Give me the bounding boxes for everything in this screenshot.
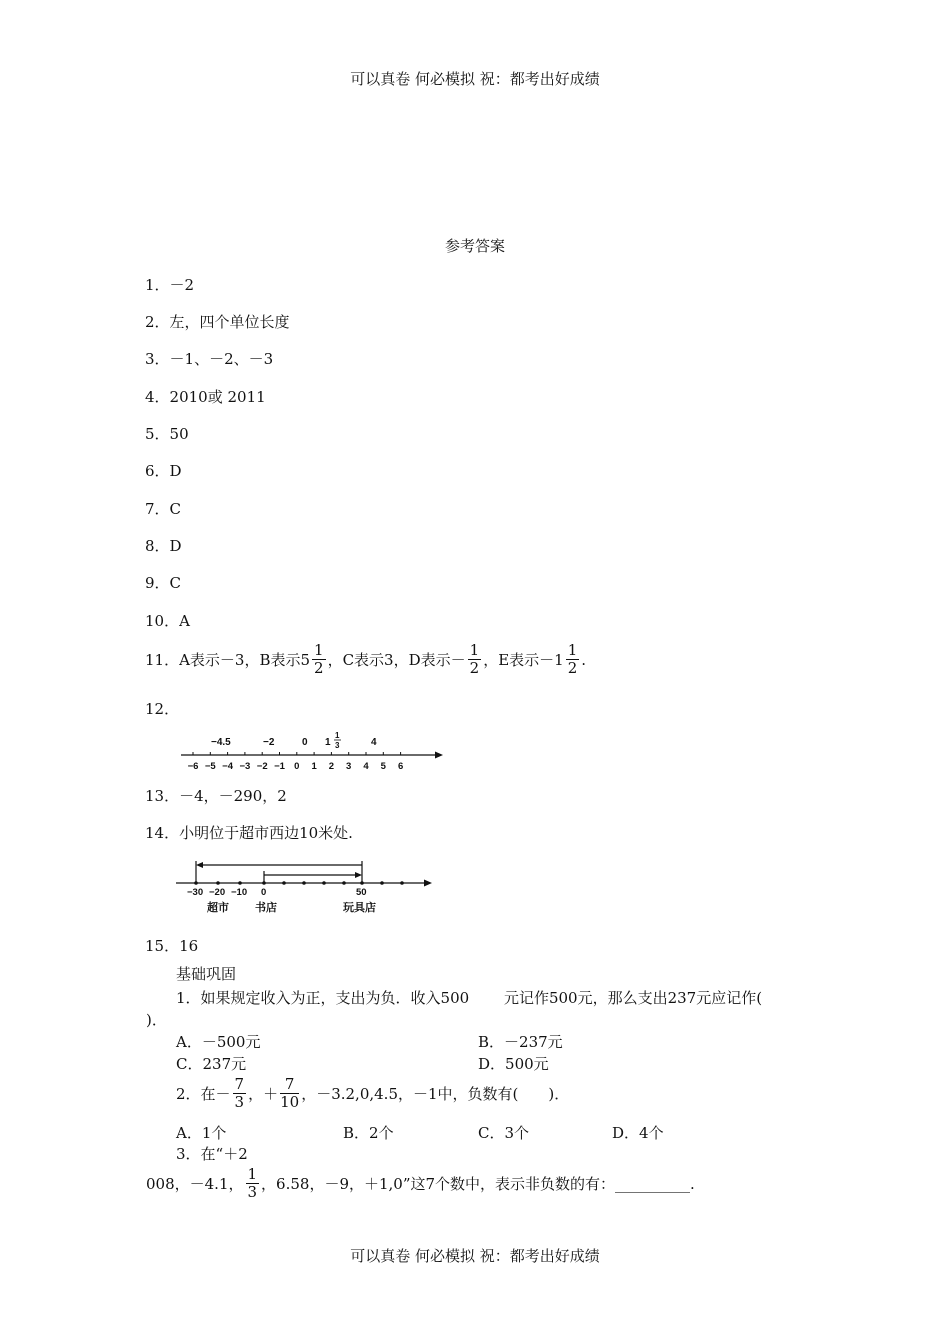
place-bookstore: 书店 xyxy=(255,902,277,914)
answer-11-prefix: 11．A表示－3，B表示5 xyxy=(145,651,311,669)
tick-neg-20: −20 xyxy=(209,887,226,898)
answer-11-end: . xyxy=(581,650,587,669)
question-1-line-1: 1．如果规定收入为正，支出为负．收入500 元记作500元，那么支出237元应记作( xyxy=(176,989,763,1007)
tick-label: 6 xyxy=(397,761,404,772)
axis-dot xyxy=(282,881,286,885)
tick-label: 3 xyxy=(346,761,352,772)
fraction-one-third: $\frac{1}{3}$ xyxy=(247,1165,258,1201)
answer-14: 14．小明位于超市西边10米处. xyxy=(145,824,353,842)
left-arrowhead xyxy=(196,862,203,868)
label-neg-4-5: −4.5 xyxy=(211,737,231,748)
page-title: 参考答案 xyxy=(444,237,505,255)
tick-label: 4 xyxy=(363,761,369,772)
fraction-seven-tenths: $\frac{7}{10}$ xyxy=(280,1075,300,1111)
fraction-one-half: $\frac{1}{2}$ xyxy=(567,641,578,677)
axis-dot xyxy=(342,881,346,885)
question-2-option-c: C．3个 xyxy=(478,1124,530,1142)
axis-dot xyxy=(238,881,242,885)
answer-9: 9．C xyxy=(145,574,182,592)
question-2-option-b: B．2个 xyxy=(343,1124,394,1142)
tick-neg-10: −10 xyxy=(231,887,248,898)
question-3-prefix: 008，－4.1， xyxy=(146,1175,244,1193)
tick-neg-30: −30 xyxy=(187,887,204,898)
page-header: 可以真卷 何必模拟 祝：都考出好成绩 xyxy=(350,70,600,88)
tick-label: 1 xyxy=(311,761,317,772)
axis-dot xyxy=(400,881,404,885)
place-toystore: 玩具店 xyxy=(343,902,376,914)
question-3-line-2 xyxy=(146,1166,695,1201)
tick-fifty: 50 xyxy=(356,887,367,898)
question-2 xyxy=(176,1076,569,1111)
axis-dot xyxy=(216,881,220,885)
question-2-sep: ，＋ xyxy=(248,1085,279,1103)
tick-label: −3 xyxy=(239,761,251,772)
tick-label: −2 xyxy=(256,761,268,772)
number-line-figure-12 xyxy=(175,728,445,774)
question-2-option-a: A．1个 xyxy=(176,1124,227,1142)
answer-8: 8．D xyxy=(145,537,182,555)
fraction-one-half: $\frac{1}{2}$ xyxy=(469,641,480,677)
tick-label: 0 xyxy=(294,761,300,772)
label-zero: 0 xyxy=(302,737,308,748)
question-2-suffix: ，－3.2,0,4.5，－1中，负数有( )． xyxy=(301,1085,570,1103)
answer-10: 10．A xyxy=(145,612,190,630)
fraction-one-half: $\frac{1}{2}$ xyxy=(314,641,324,677)
answer-7: 7．C xyxy=(145,500,182,518)
fraction-seven-thirds: $\frac{7}{3}$ xyxy=(234,1075,245,1111)
answer-11-mid2: ，E表示－1 xyxy=(483,651,564,669)
question-1-option-a: A．－500元 xyxy=(176,1033,261,1051)
answer-13: 13．－4，－290，2 xyxy=(145,787,287,805)
answer-3: 3．－1、－2、－3 xyxy=(145,350,274,368)
question-3-line-1: 3．在“＋2 xyxy=(176,1145,248,1163)
label-one: 1 xyxy=(325,737,331,748)
answer-2: 2．左，四个单位长度 xyxy=(145,313,290,331)
page-footer: 可以真卷 何必模拟 祝：都考出好成绩 xyxy=(350,1247,600,1265)
question-1-option-b: B．－237元 xyxy=(478,1033,563,1051)
axis-arrow xyxy=(424,880,432,887)
question-1-option-c: C．237元 xyxy=(176,1055,247,1073)
tick-label: 2 xyxy=(328,761,335,772)
question-2-prefix: 2．在－ xyxy=(176,1085,231,1103)
answer-4: 4．2010或 2011 xyxy=(145,388,266,406)
question-2-option-d: D．4个 xyxy=(612,1124,664,1142)
tick-label: 5 xyxy=(380,761,386,772)
axis-arrow xyxy=(435,752,443,759)
tick-label: −4 xyxy=(222,761,234,772)
place-supermarket: 超市 xyxy=(207,902,229,914)
axis-dot xyxy=(302,881,306,885)
answer-11 xyxy=(145,642,586,677)
question-1-option-d: D．500元 xyxy=(478,1055,549,1073)
axis-dot xyxy=(262,881,266,885)
label-four: 4 xyxy=(371,737,377,748)
answer-11-mid1: ，C表示3，D表示－ xyxy=(327,651,466,669)
number-line-figure-14 xyxy=(172,855,437,917)
axis-dot xyxy=(194,881,198,885)
answer-1: 1．－2 xyxy=(145,276,195,294)
answer-15: 15．16 xyxy=(145,937,199,955)
tick-zero: 0 xyxy=(261,887,267,898)
inner-right-arrowhead xyxy=(355,872,362,878)
axis-dot xyxy=(322,881,326,885)
question-3-suffix: ，6.58，－9，＋1,0”这7个数中，表示非负数的有：__________. xyxy=(261,1175,695,1193)
section-heading: 基础巩固 xyxy=(176,965,237,983)
answer-6: 6．D xyxy=(145,462,182,480)
axis-dot xyxy=(360,881,364,885)
answer-5: 5．50 xyxy=(145,425,189,443)
label-neg-2: −2 xyxy=(263,737,275,748)
question-1-line-2: )． xyxy=(146,1011,167,1029)
tick-label: −5 xyxy=(204,761,216,772)
tick-label: −6 xyxy=(187,761,199,772)
frac-den: 3 xyxy=(335,741,340,750)
frac-num: 1 xyxy=(335,731,340,740)
answer-12: 12． xyxy=(145,700,180,718)
axis-dot xyxy=(380,881,384,885)
tick-label: −1 xyxy=(274,761,285,772)
